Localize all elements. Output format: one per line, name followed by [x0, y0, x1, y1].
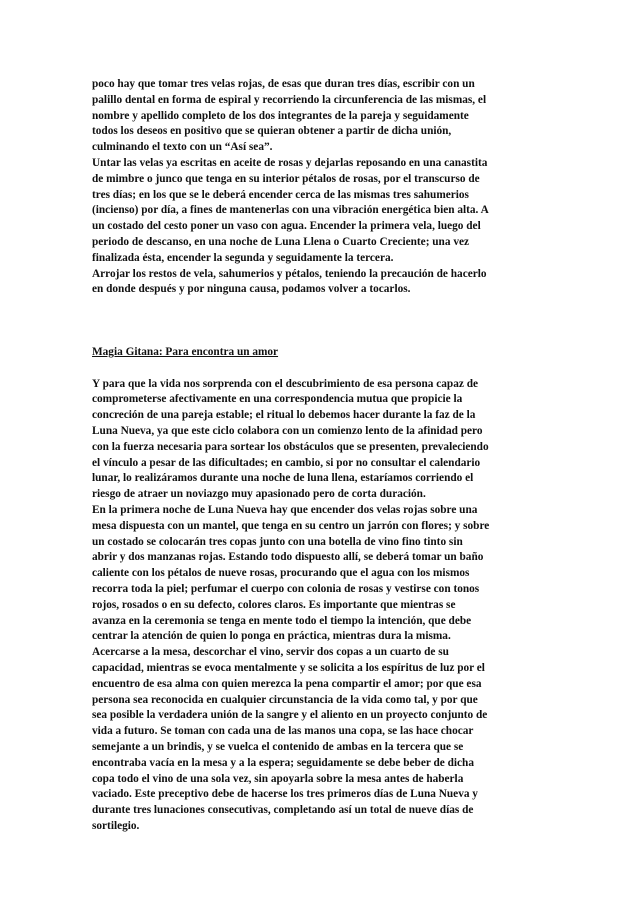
text-line: Y para que la vida nos sorprenda con el descubrimiento de esa persona capaz de — [92, 377, 478, 390]
text-line: capacidad, mientras se evoca mentalmente y se solicita a los espíritus de luz por el — [92, 661, 485, 674]
section-heading: Magia Gitana: Para encontra un amor — [92, 346, 279, 358]
text-line: todos los deseos en positivo que se quieran obtener a partir de dicha unión, — [92, 125, 452, 138]
text-line: vida a futuro. Se toman con cada una de las manos una copa, se las hace chocar — [92, 725, 474, 738]
text-line: centrar la atención de quien lo ponga en práctica, mientras dura la misma. — [92, 630, 451, 643]
text-line: mesa dispuesta con un mantel, que tenga en su centro un jarrón con flores; y sobre — [92, 519, 490, 532]
text-line: concreción de una pareja estable; el ritual lo debemos hacer durante la faz de la — [92, 409, 476, 422]
text-line: rojos, rosados o en su defecto, colores claros. Es importante que mientras se — [92, 598, 456, 611]
text-line: nombre y apellido completo de los dos integrantes de la pareja y seguidamente — [92, 109, 469, 122]
text-line: En la primera noche de Luna Nueva hay que encender dos velas rojas sobre una — [92, 503, 478, 516]
text-line: recorra toda la piel; perfumar el cuerpo con colonia de rosas y vestirse con tonos — [92, 582, 480, 595]
text-line: caliente con los pétalos de nueve rosas, procurando que el agua con los mismos — [92, 567, 470, 580]
text-line: Untar las velas ya escritas en aceite de rosas y dejarlas reposando en una canastita — [92, 156, 488, 169]
text-line: tres días; en los que se le deberá encender cerca de las mismas tres sahumerios — [92, 188, 469, 201]
text-line: en donde después y por ninguna causa, podamos volver a tocarlos. — [92, 283, 411, 296]
text-line: sea posible la verdadera unión de la sangre y el aliento en un proyecto conjunto de — [92, 709, 488, 722]
text-line: comprometerse afectivamente en una correspondencia mutua que propicie la — [92, 393, 463, 406]
text-line: el vínculo a pesar de las dificultades; en cambio, si por no consultar el calendario — [92, 456, 481, 469]
text-line: avanza en la ceremonia se tenga en mente todo el tiempo la intención, que debe — [92, 614, 472, 627]
text-line: un costado se colocarán tres copas junto con una botella de vino fino tinto sin — [92, 535, 463, 548]
text-line: Luna Nueva, ya que este ciclo colabora con un comienzo lento de la afinidad pero — [92, 424, 483, 437]
text-line: riesgo de atraer un noviazgo muy apasionado pero de corta duración. — [92, 488, 426, 501]
text-line: culminando el texto con un “Así sea”. — [92, 141, 273, 154]
text-line: de mimbre o junco que tenga en su interior pétalos de rosas, por el transcurso de — [92, 172, 480, 185]
text-line: persona sea reconocida en cualquier circunstancia de la vida como tal, y por que — [92, 693, 478, 706]
text-line: durante tres lunaciones consecutivas, completando así un total de nueve días de — [92, 804, 474, 817]
intro-paragraphs — [92, 77, 554, 298]
text-line: palillo dental en forma de espiral y recorriendo la circunferencia de las mismas, el — [92, 93, 487, 106]
text-line: encuentro de esa alma con quien merezca la pena compartir el amor; por que esa — [92, 677, 482, 690]
text-line: semejante a un brindis, y se vuelca el contenido de ambas en la tercera que se — [92, 740, 464, 753]
text-line: encontraba vacía en la mesa y a la espera; seguidamente se debe beber de dicha — [92, 756, 474, 769]
text-line: copa todo el vino de una sola vez, sin apoyarla sobre la mesa antes de haberla — [92, 772, 464, 785]
text-line: abrir y dos manzanas rojas. Estando todo dispuesto allí, se deberá tomar un baño — [92, 551, 484, 564]
text-line: (incienso) por día, a fines de mantenerlas con una vibración energética bien alta. A — [92, 204, 489, 217]
text-line: sortilegio. — [92, 819, 140, 832]
text-line: Arrojar los restos de vela, sahumerios y pétalos, teniendo la precaución de hacerlo — [92, 267, 487, 280]
text-line: lunar, lo realizáramos durante una noche de luna llena, estaríamos corriendo el — [92, 472, 474, 485]
text-line: finalizada ésta, encender la segunda y seguidamente la tercera. — [92, 251, 394, 264]
section-magia-gitana — [92, 345, 554, 835]
text-line: Acercarse a la mesa, descorchar el vino, servir dos copas a un cuarto de su — [92, 646, 449, 659]
text-line: periodo de descanso, en una noche de Luna Llena o Cuarto Creciente; una vez — [92, 235, 469, 248]
text-line: poco hay que tomar tres velas rojas, de esas que duran tres días, escribir con un — [92, 78, 475, 90]
text-line: un costado del cesto poner un vaso con agua. Encender la primera vela, luego del — [92, 220, 481, 233]
text-line: con la fuerza necesaria para sortear los obstáculos que se presenten, prevaleciendo — [92, 440, 489, 453]
text-line: vaciado. Este preceptivo debe de hacerse los tres primeros días de Luna Nueva y — [92, 788, 478, 801]
